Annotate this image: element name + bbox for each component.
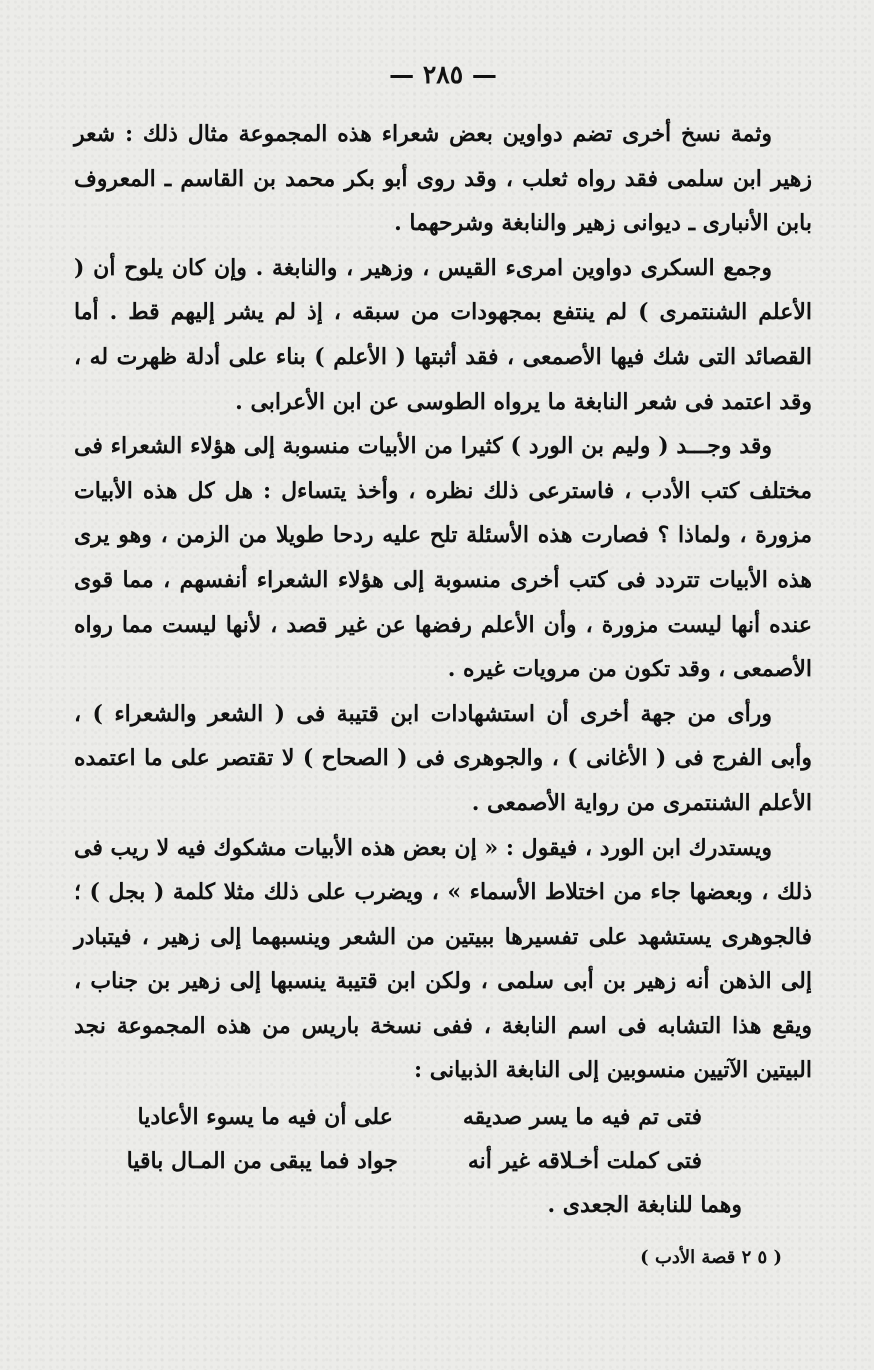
body-text — [74, 112, 812, 1093]
paragraph-3: وقد وجـــد ( وليم بن الورد ) كثيرا من الأبيات منسوبة إلى هؤلاء الشعراء فى مختلف كتب الأدب ، فاسترعى ذلك نظره ، وأخذ يتساءل : هل كل هذه الأبيات مزورة ، ولماذا ؟ فصارت هذه الأسئلة تلح عليه ردحا طويلا من الزمن ، وهو يرى هذه الأبيات تتردد فى كتب أخرى منسوبة إلى هؤلاء الشعراء أنفسهم ، مما قوى عنده أنها ليست مزورة ، وأن الأعلم رفضها عن غير قصد ، لأنها ليست مما رواه الأصمعى ، وقد تكون من مرويات غيره . — [74, 433, 812, 683]
paragraph-1: وثمة نسخ أخرى تضم دواوين بعض شعراء هذه المجموعة مثال ذلك : شعر زهير ابن سلمى فقد رواه ثعلب ، وقد روى أبو بكر محمد بن القاسم ـ المعروف بابن الأنبارى ـ ديوانى زهير والنابغة وشرحهما . — [74, 121, 812, 237]
poem-attribution: وهما للنابغة الجعدى . — [547, 1192, 742, 1219]
poem — [74, 1095, 812, 1183]
page-number: — ٢٨٥ — — [389, 60, 497, 89]
paragraph-5: ويستدرك ابن الورد ، فيقول : « إن بعض هذه الأبيات مشكوك فيه لا ريب فى ذلك ، وبعضها جاء من اختلاط الأسماء » ، ويضرب على ذلك مثلا كلمة ( بجل ) ؛ فالجوهرى يستشهد على تفسيرها ببيتين من الشعر وينسبهما إلى زهير ، فيتبادر إلى الذهن أنه زهير بن أبى سلمى ، ولكن ابن قتيبة ينسبها إلى زهير بن جناب ، ويقع هذا التشابه فى اسم النابغة ، ففى نسخة باريس من هذه المجموعة نجد البيتين الآتيين منسوبين إلى النابغة الذبيانى : — [74, 834, 813, 1084]
poem-verse — [74, 1095, 702, 1139]
paragraph-2: وجمع السكرى دواوين امرىء القيس ، وزهير ، والنابغة . وإن كان يلوح أن ( الأعلم الشنتمرى ) لم ينتفع بمجهودات من سبقه ، إذ لم يشر إليهم قط . أما القصائد التى شك فيها الأصمعى ، فقد أثبتها ( الأعلم ) بناء على أدلة ظهرت له ، وقد اعتمد فى شعر النابغة ما يرواه الطوسى عن ابن الأعرابى . — [74, 254, 812, 415]
verse-first-hemistich: فتى تم فيه ما يسر صديقه — [462, 1104, 702, 1131]
paragraph-4: ورأى من جهة أخرى أن استشهادات ابن قتيبة فى ( الشعر والشعراء ) ، وأبى الفرج فى ( الأغانى ) ، والجوهرى فى ( الصحاح ) لا تقتصر على ما اعتمده الأعلم الشنتمرى من رواية الأصمعى . — [74, 700, 812, 816]
verse-second-hemistich: على أن فيه ما يسوء الأعاديا — [137, 1104, 393, 1131]
poem-verse — [74, 1139, 702, 1183]
verse-second-hemistich: جواد فما يبقى من المـال باقيا — [126, 1148, 398, 1175]
printer-signature: ( ٥ ٢ قصة الأدب ) — [640, 1247, 782, 1269]
verse-first-hemistich: فتى كملت أخـلاقه غير أنه — [467, 1148, 702, 1175]
